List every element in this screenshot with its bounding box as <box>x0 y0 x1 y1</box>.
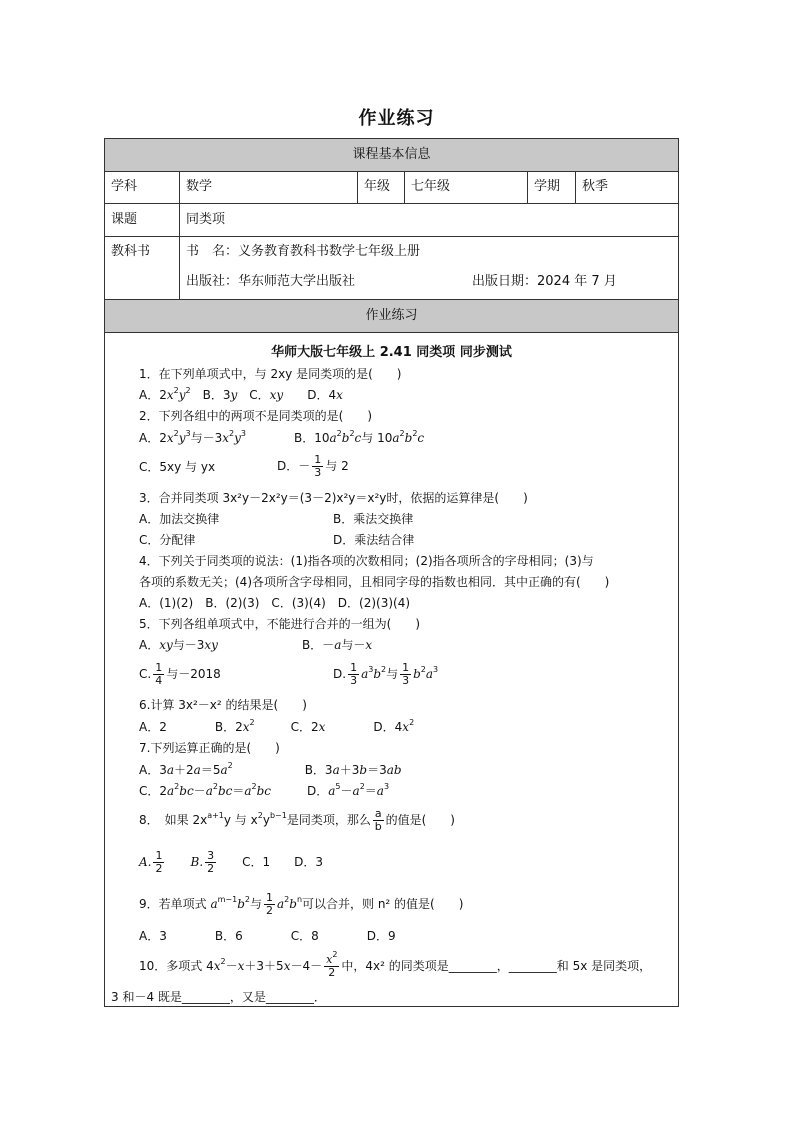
question-2: 2．下列各组中的两项不是同类项的是( ) <box>139 409 372 423</box>
question-10-mid: 中，4x² 的同类项是________，________和 5x 是同类项， <box>341 959 652 973</box>
book-name: 书 名：义务教育教科书数学七年级上册 <box>186 244 421 259</box>
question-2-option-c: C．5xy 与 yx <box>139 460 216 474</box>
question-7: 7.下列运算正确的是( ) <box>139 741 280 755</box>
course-info-header: 课程基本信息 <box>105 139 678 172</box>
question-3-option-a: A．加法交换律 <box>139 512 220 526</box>
question-8: 8． 如果 $2x^{a+1}y$ 与 $x^2y^{b-1}$是同类项，那么 $\frac{a}{b}$ 的值是( ) <box>139 807 455 833</box>
question-4-line-1: 4．下列关于同类项的说法：(1)指各项的次数相同；(2)指各项所含的字母相同；(3)与 <box>139 554 594 568</box>
question-2-option-d: D．－ $\frac{1}{3}$ 与 2 <box>277 453 349 479</box>
question-6-options: A．2 B．$2x^2$ C．2x D．$4x^2$ <box>139 718 415 734</box>
publish-date: 出版日期：2024 年 7 月 <box>472 274 617 289</box>
question-9: 9．若单项式 $a^{m-1}b^2$与 $\frac{1}{2}$ $a^2b^n$可以合并，则 n² 的值是( ) <box>139 891 464 917</box>
grade-label: 年级 <box>358 172 405 203</box>
textbook-row <box>105 237 678 300</box>
question-8-options-cd: C．1 D．3 <box>242 855 324 869</box>
question-10-line-2: 3 和－4 既是________，又是________． <box>111 990 326 1004</box>
textbook-label: 教科书 <box>105 237 180 299</box>
question-7-options-ab: A．$3a+2a=5a^2$ B．3a＋3b＝3ab <box>139 761 402 777</box>
fraction-one-third-b: $\frac{1}{3}$ <box>402 661 410 687</box>
question-5-option-d: D. $\frac{1}{3}$ $a^3b^2$与 $\frac{1}{3}$ $b^2a^3$ <box>333 661 439 687</box>
page-title: 作业练习 <box>358 108 435 129</box>
question-8-mid: 是同类项，那么 <box>286 813 371 827</box>
question-4-options: A．(1)(2) B．(2)(3) C．(3)(4) D．(2)(3)(4) <box>139 596 411 610</box>
textbook-info <box>180 237 678 299</box>
option-d-label: D． <box>277 459 299 473</box>
question-10: 10．多项式 $4x^2-x+3+5x-4-$ $\frac{x^2}{2}$ 中，4x² 的同类项是________，________和 5x 是同类项， <box>139 950 652 979</box>
question-9-end: 可以合并，则 n² 的值是( ) <box>302 897 464 911</box>
fraction-a-over-b: $\frac{a}{b}$ <box>374 807 382 833</box>
subject-row <box>105 172 678 204</box>
fraction-one-half: $\frac{1}{2}$ <box>155 849 163 875</box>
question-5-option-c: C. $\frac{1}{4}$ 与－2018 <box>139 661 221 687</box>
topic-label: 课题 <box>105 204 180 236</box>
fraction-one-half-q9: $\frac{1}{2}$ <box>266 891 273 917</box>
question-3-option-c: C．分配律 <box>139 533 196 547</box>
exercise-header: 作业练习 <box>105 300 678 333</box>
question-5-options-ab: A．xy与－3xy B．－a与－x <box>139 638 373 652</box>
question-1: 1．在下列单项式中，与 2xy 是同类项的是( ) <box>139 367 402 381</box>
subject-label: 学科 <box>105 172 180 203</box>
question-8-end: 的值是( ) <box>385 813 455 827</box>
question-3-option-b: B．乘法交换律 <box>333 512 414 526</box>
publisher: 出版社：华东师范大学出版社 <box>186 274 356 289</box>
test-title: 华师大版七年级上 2.41 同类项 同步测试 <box>271 345 512 360</box>
fraction-one-third: $\frac{1}{3}$ <box>314 453 322 479</box>
term-label: 学期 <box>528 172 576 203</box>
question-9-options: A．3 B．6 C．8 D．9 <box>139 929 396 943</box>
fraction-one-fourth: $\frac{1}{4}$ <box>155 661 163 687</box>
question-3-option-d: D．乘法结合律 <box>333 533 415 547</box>
question-7-options-cd: C．$2a^2bc-a^2bc=a^2bc$ D．$a^5-a^2=a^3$ <box>139 782 390 798</box>
fraction-one-third-a: $\frac{1}{3}$ <box>350 661 358 687</box>
question-1-options: A．$2x^2y^2$ B．3y C．xy D．4x <box>139 386 343 402</box>
question-6: 6.计算 3x²－x² 的结果是( ) <box>139 698 307 712</box>
grade-value: 七年级 <box>405 172 528 203</box>
fraction-three-halves: $\frac{3}{2}$ <box>207 849 215 875</box>
term-value: 秋季 <box>582 179 609 194</box>
question-3: 3．合并同类项 3x²y－2x²y＝(3－2)x²y＝x²y时，依据的运算律是( ) <box>139 491 528 505</box>
question-2-options-ab: A．$2x^2y^3$与$-3x^2y^3$ B．$10a^2b^2c$与 $10a^2b^2c$ <box>139 429 425 445</box>
question-4-line-2: 各项的系数无关；(4)各项所含字母相同，且相同字母的指数也相同．其中正确的有( ) <box>139 575 610 589</box>
question-8-options: A. $\frac{1}{2}$ B. $\frac{3}{2}$ C．1 D．3 <box>139 849 324 875</box>
worksheet <box>104 138 679 1007</box>
subject-value: 数学 <box>180 172 358 203</box>
topic-row <box>105 204 678 237</box>
question-5: 5．下列各组单项式中，不能进行合并的一组为( ) <box>139 617 421 631</box>
topic-value: 同类项 <box>186 212 226 227</box>
fraction-x-squared-over-2: $\frac{x^2}{2}$ <box>326 950 338 979</box>
